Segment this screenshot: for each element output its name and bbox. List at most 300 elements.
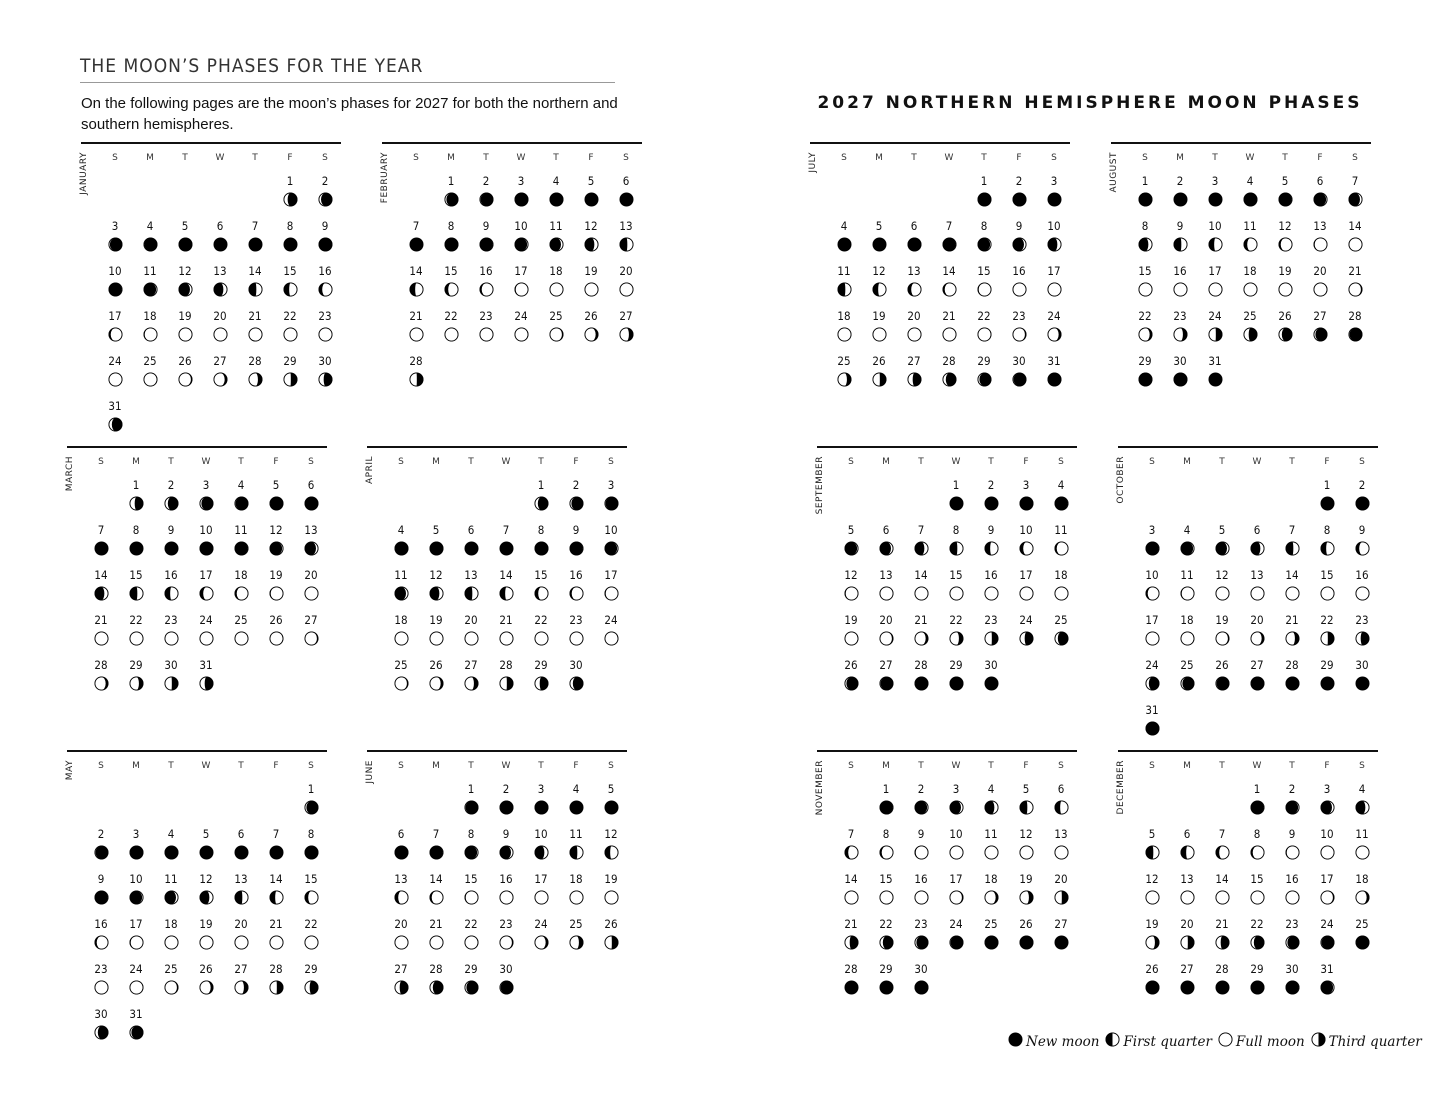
- day-cell: [1207, 872, 1237, 905]
- day-cell: [829, 309, 859, 342]
- moon-phase-icon: [1355, 541, 1370, 556]
- day-number: 20: [1313, 264, 1327, 278]
- moon-phase-icon: [1054, 496, 1069, 511]
- moon-phase-icon: [844, 541, 859, 556]
- moon-phase-icon: [199, 890, 214, 905]
- moon-phase-icon: [949, 845, 964, 860]
- day-cell: [1305, 174, 1335, 207]
- day-cell: [121, 658, 151, 691]
- day-cell: [1207, 658, 1237, 691]
- day-cell: [386, 917, 416, 950]
- day-number: 4: [840, 219, 848, 233]
- day-number: 28: [914, 658, 928, 672]
- day-number: 17: [949, 872, 963, 886]
- day-cell: [86, 872, 116, 905]
- day-number: 5: [587, 174, 595, 188]
- day-number: 5: [432, 523, 440, 537]
- day-cell: [969, 219, 999, 252]
- day-cell: [156, 872, 186, 905]
- day-cell: [1137, 917, 1167, 950]
- moon-phase-icon: [604, 586, 619, 601]
- day-number: 13: [213, 264, 227, 278]
- day-number: 29: [534, 658, 548, 672]
- weekday-label: M: [447, 153, 455, 163]
- moon-phase-icon: [1243, 192, 1258, 207]
- moon-phase-icon: [199, 631, 214, 646]
- moon-phase-icon: [534, 800, 549, 815]
- day-number: 21: [429, 917, 443, 931]
- day-number: 3: [111, 219, 119, 233]
- day-number: 12: [429, 568, 443, 582]
- moon-phase-icon: [409, 237, 424, 252]
- day-cell: [121, 613, 151, 646]
- moon-phase-icon: [499, 586, 514, 601]
- moon-phase-icon: [984, 541, 999, 556]
- moon-phase-icon: [1173, 192, 1188, 207]
- day-cell: [526, 827, 556, 860]
- moon-phase-icon: [94, 586, 109, 601]
- day-number: 10: [199, 523, 213, 537]
- day-number: 4: [572, 782, 580, 796]
- moon-phase-icon: [178, 372, 193, 387]
- moon-phase-icon: [499, 935, 514, 950]
- moon-phase-icon: [604, 631, 619, 646]
- moon-phase-icon: [269, 496, 284, 511]
- day-cell: [226, 872, 256, 905]
- day-cell: [1242, 827, 1272, 860]
- day-number: 27: [1180, 962, 1194, 976]
- day-cell: [1242, 917, 1272, 950]
- moon-phase-icon: [1145, 890, 1160, 905]
- day-cell: [1270, 174, 1300, 207]
- day-number: 19: [1145, 917, 1159, 931]
- day-cell: [1312, 782, 1342, 815]
- moon-phase-icon: [213, 327, 228, 342]
- day-number: 24: [1320, 917, 1334, 931]
- moon-phase-icon: [1138, 327, 1153, 342]
- day-cell: [296, 962, 326, 995]
- moon-phase-icon: [409, 282, 424, 297]
- weekday-label: W: [951, 761, 961, 771]
- day-cell: [611, 174, 641, 207]
- day-number: 27: [304, 613, 318, 627]
- day-cell: [261, 523, 291, 556]
- day-cell: [240, 354, 270, 387]
- day-number: 20: [234, 917, 248, 931]
- day-number: 7: [847, 827, 855, 841]
- day-number: 19: [269, 568, 283, 582]
- day-number: 16: [479, 264, 493, 278]
- day-number: 29: [1138, 354, 1152, 368]
- moon-phase-icon: [129, 631, 144, 646]
- day-cell: [1347, 827, 1377, 860]
- day-number: 19: [1278, 264, 1292, 278]
- day-number: 17: [514, 264, 528, 278]
- day-number: 30: [1285, 962, 1299, 976]
- day-number: 4: [167, 827, 175, 841]
- weekday-label: M: [132, 457, 140, 467]
- day-number: 29: [464, 962, 478, 976]
- moon-phase-icon: [1250, 541, 1265, 556]
- day-number: 6: [1183, 827, 1191, 841]
- day-cell: [976, 478, 1006, 511]
- day-number: 16: [164, 568, 178, 582]
- moon-phase-icon: [1278, 192, 1293, 207]
- day-cell: [871, 917, 901, 950]
- day-number: 14: [1285, 568, 1299, 582]
- day-cell: [934, 219, 964, 252]
- day-number: 7: [97, 523, 105, 537]
- day-cell: [1207, 962, 1237, 995]
- moon-phase-icon: [984, 676, 999, 691]
- day-cell: [226, 962, 256, 995]
- moon-phase-icon: [178, 282, 193, 297]
- day-cell: [1137, 872, 1167, 905]
- month-rule: [367, 750, 627, 752]
- day-cell: [436, 174, 466, 207]
- day-cell: [1312, 917, 1342, 950]
- day-cell: [156, 962, 186, 995]
- day-number: 21: [1348, 264, 1362, 278]
- month-rule: [81, 142, 341, 144]
- day-number: 29: [304, 962, 318, 976]
- day-cell: [1347, 478, 1377, 511]
- day-cell: [1137, 523, 1167, 556]
- day-cell: [1340, 309, 1370, 342]
- day-cell: [1046, 782, 1076, 815]
- day-cell: [864, 309, 894, 342]
- day-cell: [1340, 264, 1370, 297]
- day-number: 7: [272, 827, 280, 841]
- day-cell: [526, 613, 556, 646]
- moon-phase-icon: [1180, 935, 1195, 950]
- day-number: 11: [394, 568, 408, 582]
- moon-phase-icon: [942, 237, 957, 252]
- moon-phase-icon: [977, 192, 992, 207]
- moon-phase-icon: [879, 676, 894, 691]
- day-number: 7: [1288, 523, 1296, 537]
- day-cell: [506, 309, 536, 342]
- day-cell: [561, 478, 591, 511]
- day-number: 8: [467, 827, 475, 841]
- weekday-label: T: [238, 761, 244, 771]
- day-number: 6: [237, 827, 245, 841]
- moon-phase-icon: [949, 676, 964, 691]
- moon-phase-icon: [534, 845, 549, 860]
- day-number: 13: [879, 568, 893, 582]
- day-number: 28: [269, 962, 283, 976]
- day-number: 19: [178, 309, 192, 323]
- day-number: 14: [942, 264, 956, 278]
- day-cell: [941, 827, 971, 860]
- day-cell: [121, 568, 151, 601]
- day-number: 8: [952, 523, 960, 537]
- moon-phase-icon: [444, 192, 459, 207]
- day-number: 20: [464, 613, 478, 627]
- day-number: 17: [1208, 264, 1222, 278]
- moon-phase-icon: [479, 282, 494, 297]
- day-number: 10: [1320, 827, 1334, 841]
- day-cell: [1340, 219, 1370, 252]
- day-cell: [611, 264, 641, 297]
- weekday-label: T: [182, 153, 188, 163]
- moon-phase-icon: [1355, 586, 1370, 601]
- moon-phase-icon: [108, 237, 123, 252]
- day-cell: [386, 827, 416, 860]
- day-number: 25: [143, 354, 157, 368]
- moon-phase-icon: [942, 282, 957, 297]
- moon-phase-icon: [1173, 327, 1188, 342]
- moon-phase-icon: [534, 935, 549, 950]
- moon-phase-icon: [914, 586, 929, 601]
- day-number: 19: [584, 264, 598, 278]
- day-cell: [471, 309, 501, 342]
- weekday-label: S: [98, 761, 104, 771]
- moon-phase-icon: [914, 935, 929, 950]
- day-number: 7: [917, 523, 925, 537]
- section-title: THE MOON’S PHASES FOR THE YEAR: [80, 55, 424, 77]
- month-name: SEPTEMBER: [815, 456, 825, 515]
- moon-phase-icon: [108, 417, 123, 432]
- day-cell: [1207, 917, 1237, 950]
- day-cell: [170, 264, 200, 297]
- day-cell: [976, 613, 1006, 646]
- moon-phase-icon: [914, 890, 929, 905]
- day-cell: [421, 872, 451, 905]
- day-number: 19: [872, 309, 886, 323]
- moon-phase-icon: [1355, 890, 1370, 905]
- day-number: 26: [1019, 917, 1033, 931]
- day-cell: [1242, 782, 1272, 815]
- weekday-label: M: [882, 457, 890, 467]
- day-cell: [526, 523, 556, 556]
- day-cell: [969, 174, 999, 207]
- moon-phase-icon: [514, 192, 529, 207]
- moon-phase-icon: [164, 496, 179, 511]
- weekday-label: S: [398, 761, 404, 771]
- day-number: 9: [502, 827, 510, 841]
- day-cell: [226, 478, 256, 511]
- day-cell: [1011, 872, 1041, 905]
- day-number: 12: [199, 872, 213, 886]
- moon-phase-icon: [907, 237, 922, 252]
- moon-phase-icon: [479, 237, 494, 252]
- day-cell: [1172, 658, 1202, 691]
- moon-phase-icon: [844, 631, 859, 646]
- day-cell: [941, 613, 971, 646]
- moon-phase-icon: [199, 496, 214, 511]
- day-cell: [1242, 658, 1272, 691]
- day-cell: [491, 962, 521, 995]
- moon-phase-icon: [304, 631, 319, 646]
- moon-phase-icon: [844, 935, 859, 950]
- intro-text: On the following pages are the moon’s phases for 2027 for both the northern and southern hemispheres.: [81, 95, 618, 133]
- day-cell: [240, 219, 270, 252]
- day-cell: [456, 782, 486, 815]
- day-cell: [941, 523, 971, 556]
- moon-phase-icon: [464, 676, 479, 691]
- day-number: 14: [914, 568, 928, 582]
- day-cell: [191, 827, 221, 860]
- day-number: 7: [432, 827, 440, 841]
- moon-phase-icon: [394, 541, 409, 556]
- day-cell: [864, 264, 894, 297]
- day-number: 4: [146, 219, 154, 233]
- day-number: 1: [447, 174, 455, 188]
- full-moon-icon: [1218, 1032, 1236, 1051]
- moon-phase-icon: [984, 845, 999, 860]
- day-number: 21: [1215, 917, 1229, 931]
- day-number: 4: [552, 174, 560, 188]
- weekday-label: T: [981, 153, 987, 163]
- day-number: 23: [1173, 309, 1187, 323]
- day-number: 28: [248, 354, 262, 368]
- moon-phase-icon: [1320, 586, 1335, 601]
- moon-phase-icon: [914, 631, 929, 646]
- moon-phase-icon: [844, 890, 859, 905]
- day-number: 4: [397, 523, 405, 537]
- day-number: 26: [584, 309, 598, 323]
- day-number: 22: [977, 309, 991, 323]
- day-number: 13: [1250, 568, 1264, 582]
- weekday-label: S: [308, 761, 314, 771]
- day-number: 10: [514, 219, 528, 233]
- day-number: 20: [1250, 613, 1264, 627]
- moon-phase-icon: [94, 541, 109, 556]
- day-number: 24: [1145, 658, 1159, 672]
- moon-phase-icon: [464, 980, 479, 995]
- moon-phase-icon: [569, 890, 584, 905]
- day-number: 16: [569, 568, 583, 582]
- day-cell: [576, 174, 606, 207]
- day-cell: [191, 962, 221, 995]
- day-cell: [1130, 174, 1160, 207]
- day-number: 2: [482, 174, 490, 188]
- day-number: 5: [1148, 827, 1156, 841]
- day-number: 17: [108, 309, 122, 323]
- day-number: 4: [1358, 782, 1366, 796]
- phase-legend: [1008, 1032, 1428, 1051]
- moon-phase-icon: [984, 800, 999, 815]
- moon-phase-icon: [1145, 721, 1160, 736]
- weekday-label: F: [573, 457, 579, 467]
- weekday-label: F: [273, 761, 279, 771]
- day-cell: [135, 309, 165, 342]
- day-cell: [1347, 613, 1377, 646]
- day-cell: [156, 658, 186, 691]
- day-number: 30: [318, 354, 332, 368]
- day-cell: [1312, 658, 1342, 691]
- moon-phase-icon: [1243, 237, 1258, 252]
- day-number: 5: [1281, 174, 1289, 188]
- moon-phase-icon: [914, 676, 929, 691]
- day-cell: [1200, 219, 1230, 252]
- legend-full: [1218, 1032, 1305, 1051]
- day-cell: [296, 827, 326, 860]
- moon-phase-icon: [1012, 372, 1027, 387]
- day-number: 21: [248, 309, 262, 323]
- day-cell: [1242, 872, 1272, 905]
- day-cell: [906, 962, 936, 995]
- day-cell: [561, 658, 591, 691]
- weekday-label: F: [273, 457, 279, 467]
- day-cell: [871, 827, 901, 860]
- day-number: 28: [1285, 658, 1299, 672]
- day-cell: [1312, 613, 1342, 646]
- day-number: 3: [952, 782, 960, 796]
- day-number: 28: [1348, 309, 1362, 323]
- moon-phase-icon: [844, 845, 859, 860]
- moon-phase-icon: [872, 372, 887, 387]
- first-quarter-icon: [1105, 1032, 1123, 1051]
- day-number: 2: [1015, 174, 1023, 188]
- moon-phase-icon: [984, 890, 999, 905]
- day-number: 17: [1047, 264, 1061, 278]
- month-rule: [67, 446, 327, 448]
- day-cell: [1312, 827, 1342, 860]
- day-number: 25: [1355, 917, 1369, 931]
- day-cell: [491, 568, 521, 601]
- day-number: 31: [129, 1007, 143, 1021]
- day-cell: [1277, 782, 1307, 815]
- day-cell: [456, 523, 486, 556]
- day-cell: [976, 568, 1006, 601]
- moon-phase-icon: [429, 890, 444, 905]
- day-cell: [829, 264, 859, 297]
- moon-phase-icon: [94, 935, 109, 950]
- day-cell: [421, 917, 451, 950]
- day-number: 2: [167, 478, 175, 492]
- moon-phase-icon: [394, 631, 409, 646]
- day-cell: [829, 219, 859, 252]
- day-number: 9: [97, 872, 105, 886]
- moon-phase-icon: [199, 676, 214, 691]
- day-cell: [310, 264, 340, 297]
- legend-label: Full moon: [1235, 1033, 1305, 1050]
- day-cell: [526, 658, 556, 691]
- moon-phase-icon: [1173, 282, 1188, 297]
- day-cell: [596, 478, 626, 511]
- day-cell: [1200, 309, 1230, 342]
- moon-phase-icon: [129, 586, 144, 601]
- moon-phase-icon: [549, 192, 564, 207]
- moon-phase-icon: [1180, 541, 1195, 556]
- moon-phase-icon: [872, 237, 887, 252]
- moon-phase-icon: [879, 980, 894, 995]
- moon-phase-icon: [164, 935, 179, 950]
- day-cell: [240, 264, 270, 297]
- day-number: 6: [467, 523, 475, 537]
- moon-phase-icon: [1285, 980, 1300, 995]
- day-number: 17: [534, 872, 548, 886]
- day-cell: [421, 613, 451, 646]
- weekday-label: T: [168, 457, 174, 467]
- day-cell: [386, 568, 416, 601]
- day-number: 15: [464, 872, 478, 886]
- day-number: 18: [1054, 568, 1068, 582]
- day-number: 3: [1022, 478, 1030, 492]
- day-cell: [135, 219, 165, 252]
- day-number: 6: [882, 523, 890, 537]
- day-number: 3: [607, 478, 615, 492]
- moon-phase-icon: [949, 935, 964, 950]
- month-rule: [817, 446, 1077, 448]
- day-cell: [1270, 309, 1300, 342]
- day-number: 10: [949, 827, 963, 841]
- month-rule: [817, 750, 1077, 752]
- moon-phase-icon: [1215, 631, 1230, 646]
- day-number: 25: [549, 309, 563, 323]
